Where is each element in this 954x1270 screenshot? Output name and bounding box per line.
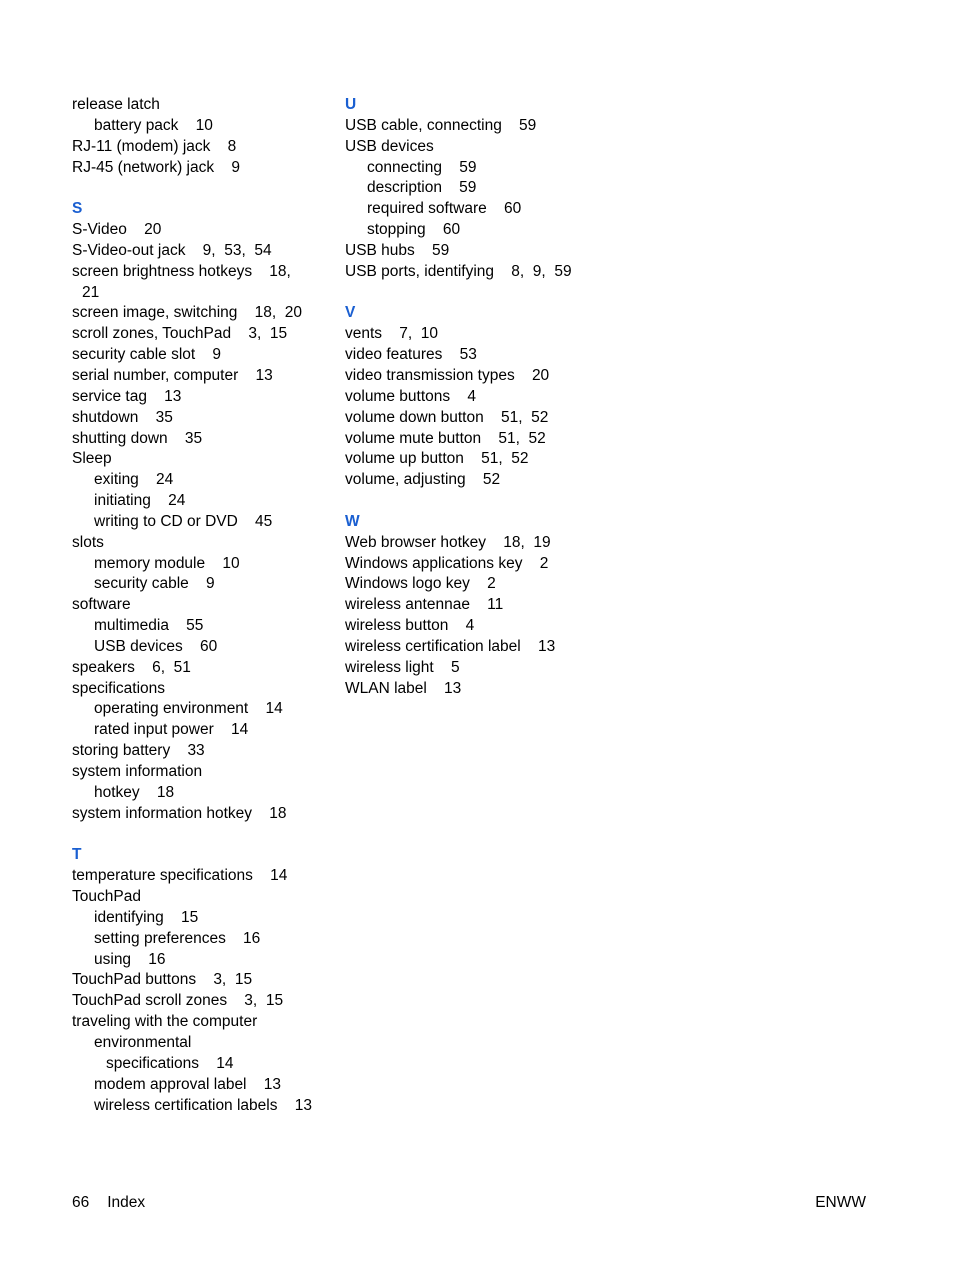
index-entry: S-Video 20 (72, 221, 162, 239)
index-subentry: description 59 (367, 179, 477, 197)
index-letter-heading: U (345, 96, 357, 113)
index-entry: wireless certification label 13 (345, 637, 556, 655)
index-entry: screen image, switching 18, 20 (72, 304, 303, 322)
index-entry: speakers 6, 51 (72, 658, 191, 676)
page-footer-doc-code: ENWW (815, 1194, 866, 1211)
index-entry: RJ-45 (network) jack 9 (72, 158, 240, 176)
section-title: Index (107, 1194, 146, 1211)
index-subentry: exiting 24 (94, 471, 174, 489)
index-subentry: wireless certification labels 13 (94, 1096, 312, 1114)
index-subentry: battery pack 10 (94, 116, 213, 134)
index-subentry: memory module 10 (94, 554, 240, 572)
index-subentry: connecting 59 (367, 158, 477, 176)
index-entry: TouchPad (72, 888, 141, 906)
index-subentry: 21 (82, 283, 100, 301)
page-footer-left (72, 1192, 145, 1214)
index-entry: USB cable, connecting 59 (345, 116, 537, 134)
index-subentry: hotkey 18 (94, 783, 175, 801)
index-entry: system information (72, 763, 203, 780)
index-letter-heading: V (345, 304, 356, 322)
index-entry: USB ports, identifying 8, 9, 59 (345, 262, 572, 280)
index-entry: security cable slot 9 (72, 346, 222, 364)
index-entry: Sleep (72, 450, 112, 468)
index-subentry: required software 60 (367, 200, 522, 218)
index-subentry: operating environment 14 (94, 700, 283, 718)
index-entry: shutdown 35 (72, 408, 173, 426)
index-entry: WLAN label 13 (345, 679, 462, 697)
index-entry: TouchPad buttons 3, 15 (72, 971, 253, 989)
index-entry: release latch (72, 96, 160, 113)
index-subentry: stopping 60 (367, 221, 461, 239)
index-entry: TouchPad scroll zones 3, 15 (72, 992, 284, 1010)
index-column-left (72, 95, 337, 1116)
index-entry: volume up button 51, 52 (345, 450, 529, 468)
index-entry: volume, adjusting 52 (345, 471, 501, 489)
index-entry: shutting down 35 (72, 429, 203, 447)
index-entry: video features 53 (345, 346, 477, 364)
index-subentry: initiating 24 (94, 492, 186, 510)
index-entry: USB hubs 59 (345, 241, 450, 259)
index-letter-heading: S (72, 200, 83, 218)
index-entry: volume buttons 4 (345, 387, 476, 405)
index-entry: Windows logo key 2 (345, 575, 496, 593)
index-entry: serial number, computer 13 (72, 366, 273, 384)
index-entry: slots (72, 533, 104, 551)
index-subentry: security cable 9 (94, 575, 215, 593)
index-subentry: USB devices 60 (94, 637, 218, 655)
index-entry: wireless button 4 (345, 617, 475, 635)
index-entry: USB devices (345, 137, 434, 155)
index-letter-heading: W (345, 512, 360, 530)
index-subentry: using 16 (94, 950, 166, 968)
index-entry: traveling with the computer (72, 1013, 258, 1031)
index-entry: scroll zones, TouchPad 3, 15 (72, 325, 288, 343)
index-entry: screen brightness hotkeys 18, (72, 262, 291, 280)
index-entry: wireless light 5 (345, 658, 460, 676)
index-entry: wireless antennae 11 (345, 596, 504, 614)
index-entry: temperature specifications 14 (72, 867, 288, 885)
index-subentry: setting preferences 16 (94, 929, 261, 947)
index-entry: RJ-11 (modem) jack 8 (72, 137, 237, 155)
index-subentry: rated input power 14 (94, 721, 249, 739)
index-subentry: specifications 14 (106, 1054, 234, 1072)
index-entry: software (72, 596, 131, 614)
index-subentry: environmental (94, 1033, 192, 1051)
index-entry: volume mute button 51, 52 (345, 429, 546, 447)
index-entry: service tag 13 (72, 387, 182, 405)
index-column-right (345, 95, 675, 699)
index-subentry: multimedia 55 (94, 617, 204, 635)
index-entry: specifications (72, 679, 166, 697)
index-entry: volume down button 51, 52 (345, 408, 549, 426)
index-entry: video transmission types 20 (345, 366, 550, 384)
index-subentry: modem approval label 13 (94, 1075, 281, 1093)
index-entry: Windows applications key 2 (345, 554, 549, 572)
index-subentry: identifying 15 (94, 908, 199, 926)
index-entry: system information hotkey 18 (72, 804, 287, 822)
index-entry: storing battery 33 (72, 742, 205, 760)
index-subentry: writing to CD or DVD 45 (94, 512, 273, 530)
index-letter-heading: T (72, 846, 82, 864)
index-entry: S-Video-out jack 9, 53, 54 (72, 241, 272, 259)
page-number: 66 (72, 1194, 90, 1211)
index-entry: Web browser hotkey 18, 19 (345, 533, 551, 551)
index-entry: vents 7, 10 (345, 325, 439, 343)
